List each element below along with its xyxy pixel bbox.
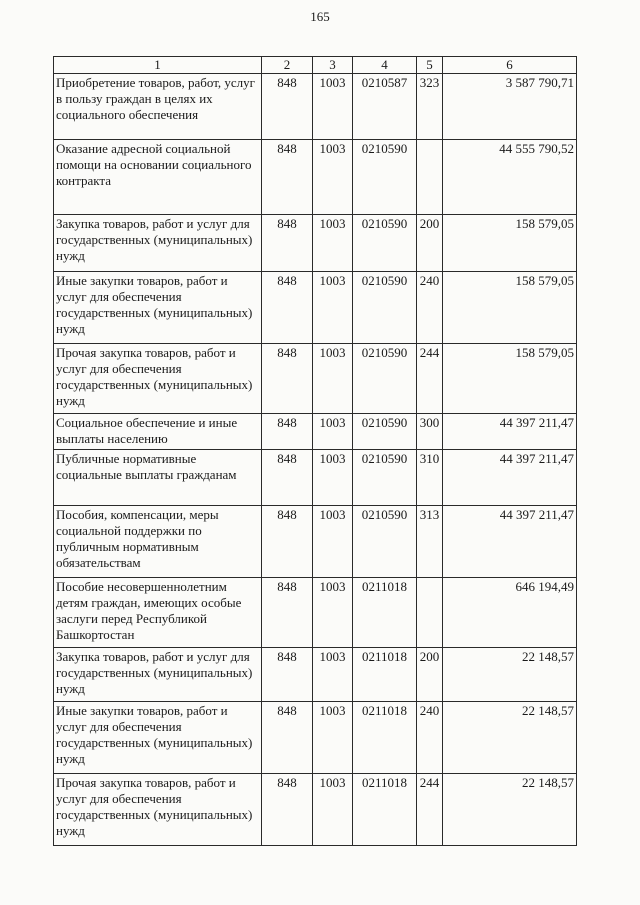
table-row [54, 414, 577, 450]
row-amount-cell: 646 194,49 [443, 578, 577, 648]
table-row [54, 450, 577, 506]
row-expense-type-cell: 244 [417, 344, 443, 414]
row-code-cell: 848 [262, 648, 313, 702]
row-code-cell: 848 [262, 450, 313, 506]
row-section-cell: 1003 [313, 140, 353, 215]
header-col-1: 1 [54, 57, 262, 74]
table-row [54, 140, 577, 215]
header-col-3: 3 [313, 57, 353, 74]
row-amount-cell: 158 579,05 [443, 215, 577, 272]
table-row [54, 578, 577, 648]
row-amount-cell: 44 397 211,47 [443, 450, 577, 506]
row-target-article-cell: 0210590 [353, 272, 417, 344]
row-amount-cell: 158 579,05 [443, 272, 577, 344]
row-expense-type-cell: 323 [417, 74, 443, 140]
table-row [54, 344, 577, 414]
row-name-cell: Публичные нормативные социальные выплаты гражданам [54, 450, 262, 506]
row-target-article-cell: 0210590 [353, 140, 417, 215]
table-body [54, 74, 577, 846]
row-target-article-cell: 0211018 [353, 648, 417, 702]
table-row [54, 648, 577, 702]
row-expense-type-cell: 313 [417, 506, 443, 578]
table-row [54, 774, 577, 846]
budget-table [53, 56, 577, 846]
header-col-2: 2 [262, 57, 313, 74]
header-col-5: 5 [417, 57, 443, 74]
row-section-cell: 1003 [313, 414, 353, 450]
header-col-6: 6 [443, 57, 577, 74]
row-amount-cell: 3 587 790,71 [443, 74, 577, 140]
row-name-cell: Закупка товаров, работ и услуг для государственных (муниципальных) нужд [54, 648, 262, 702]
row-expense-type-cell: 200 [417, 215, 443, 272]
row-section-cell: 1003 [313, 702, 353, 774]
row-amount-cell: 44 555 790,52 [443, 140, 577, 215]
row-name-cell: Закупка товаров, работ и услуг для государственных (муниципальных) нужд [54, 215, 262, 272]
row-name-cell: Пособие несовершеннолетним детям граждан, имеющих особые заслуги перед Республикой Башкортостан [54, 578, 262, 648]
table-row [54, 506, 577, 578]
row-amount-cell: 44 397 211,47 [443, 506, 577, 578]
row-code-cell: 848 [262, 578, 313, 648]
row-code-cell: 848 [262, 414, 313, 450]
row-expense-type-cell [417, 578, 443, 648]
row-expense-type-cell [417, 140, 443, 215]
row-amount-cell: 22 148,57 [443, 774, 577, 846]
row-expense-type-cell: 200 [417, 648, 443, 702]
row-code-cell: 848 [262, 140, 313, 215]
row-amount-cell: 158 579,05 [443, 344, 577, 414]
row-code-cell: 848 [262, 506, 313, 578]
row-name-cell: Прочая закупка товаров, работ и услуг для обеспечения государственных (муниципальных) нужд [54, 774, 262, 846]
row-target-article-cell: 0211018 [353, 578, 417, 648]
row-name-cell: Прочая закупка товаров, работ и услуг для обеспечения государственных (муниципальных) нужд [54, 344, 262, 414]
row-code-cell: 848 [262, 74, 313, 140]
row-expense-type-cell: 310 [417, 450, 443, 506]
row-amount-cell: 22 148,57 [443, 648, 577, 702]
page-number: 165 [310, 9, 330, 24]
row-section-cell: 1003 [313, 774, 353, 846]
row-name-cell: Оказание адресной социальной помощи на основании социального контракта [54, 140, 262, 215]
row-expense-type-cell: 240 [417, 702, 443, 774]
row-name-cell: Пособия, компенсации, меры социальной поддержки по публичным нормативным обязательствам [54, 506, 262, 578]
row-section-cell: 1003 [313, 74, 353, 140]
row-section-cell: 1003 [313, 450, 353, 506]
header-col-4: 4 [353, 57, 417, 74]
row-expense-type-cell: 300 [417, 414, 443, 450]
row-target-article-cell: 0210590 [353, 414, 417, 450]
row-section-cell: 1003 [313, 578, 353, 648]
row-name-cell: Иные закупки товаров, работ и услуг для обеспечения государственных (муниципальных) нужд [54, 702, 262, 774]
row-section-cell: 1003 [313, 506, 353, 578]
row-section-cell: 1003 [313, 648, 353, 702]
row-amount-cell: 22 148,57 [443, 702, 577, 774]
row-code-cell: 848 [262, 272, 313, 344]
row-section-cell: 1003 [313, 215, 353, 272]
row-target-article-cell: 0211018 [353, 702, 417, 774]
row-section-cell: 1003 [313, 272, 353, 344]
row-target-article-cell: 0210590 [353, 450, 417, 506]
row-code-cell: 848 [262, 215, 313, 272]
row-name-cell: Приобретение товаров, работ, услуг в пользу граждан в целях их социального обеспечения [54, 74, 262, 140]
table-row [54, 74, 577, 140]
row-code-cell: 848 [262, 702, 313, 774]
header-row [54, 57, 577, 74]
row-target-article-cell: 0210590 [353, 215, 417, 272]
table-row [54, 272, 577, 344]
row-expense-type-cell: 244 [417, 774, 443, 846]
table-row [54, 702, 577, 774]
row-target-article-cell: 0210587 [353, 74, 417, 140]
row-code-cell: 848 [262, 774, 313, 846]
table-row [54, 215, 577, 272]
row-amount-cell: 44 397 211,47 [443, 414, 577, 450]
row-target-article-cell: 0210590 [353, 506, 417, 578]
row-target-article-cell: 0210590 [353, 344, 417, 414]
row-target-article-cell: 0211018 [353, 774, 417, 846]
row-expense-type-cell: 240 [417, 272, 443, 344]
row-code-cell: 848 [262, 344, 313, 414]
row-name-cell: Социальное обеспечение и иные выплаты населению [54, 414, 262, 450]
row-name-cell: Иные закупки товаров, работ и услуг для обеспечения государственных (муниципальных) нужд [54, 272, 262, 344]
row-section-cell: 1003 [313, 344, 353, 414]
